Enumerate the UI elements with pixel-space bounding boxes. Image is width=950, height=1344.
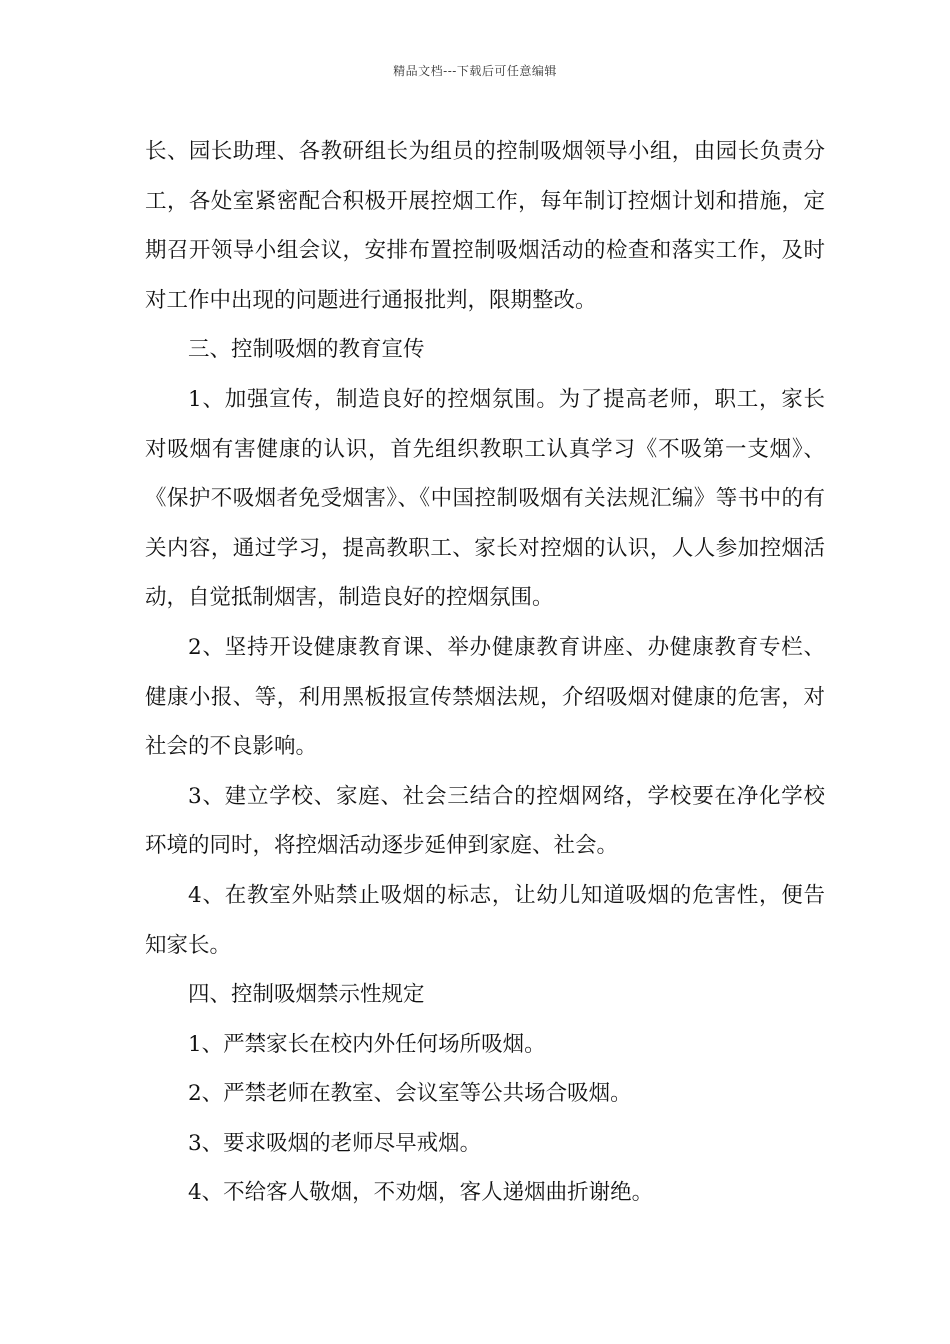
rule-item-4: 4、不给客人敬烟，不劝烟，客人递烟曲折谢绝。 [188, 1180, 654, 1206]
document-body [145, 127, 825, 1218]
rule-item-2: 2、严禁老师在教室、会议室等公共场合吸烟。 [188, 1081, 632, 1107]
rule-item-1: 1、严禁家长在校内外任何场所吸烟。 [188, 1031, 546, 1057]
paragraph-education-4: 4、在教室外贴禁止吸烟的标志，让幼儿知道吸烟的危害性，便告知家长。 [145, 882, 825, 958]
page-header: 精品文档---下载后可任意编辑 [393, 64, 557, 78]
paragraph-education-1: 1、加强宣传，制造良好的控烟氛围。为了提高老师，职工，家长对吸烟有害健康的认识，首先组织教职工认真学习《不吸第一支烟》、《保护不吸烟者免受烟害》、《中国控制吸烟有关法规汇编》等书中的有关内容，通过学习，提高教职工、家长对控烟的认识，人人参加控烟活动，自觉抵制烟害，制造良好的控烟氛围。 [145, 386, 825, 611]
section-heading-education: 三、控制吸烟的教育宣传 [188, 337, 425, 363]
section-heading-rules: 四、控制吸烟禁示性规定 [188, 982, 425, 1008]
rule-item-3: 3、要求吸烟的老师尽早戒烟。 [188, 1130, 482, 1156]
paragraph-continuation: 长、园长助理、各教研组长为组员的控制吸烟领导小组，由园长负责分工，各处室紧密配合积极开展控烟工作，每年制订控烟计划和措施，定期召开领导小组会议，安排布置控制吸烟活动的检查和落实工作，及时对工作中出现的问题进行通报批判，限期整改。 [145, 139, 825, 313]
paragraph-education-2: 2、坚持开设健康教育课、举办健康教育讲座、办健康教育专栏、健康小报、等，利用黑板报宣传禁烟法规，介绍吸烟对健康的危害，对社会的不良影响。 [145, 634, 825, 760]
paragraph-education-3: 3、建立学校、家庭、社会三结合的控烟网络，学校要在净化学校环境的同时，将控烟活动逐步延伸到家庭、社会。 [145, 783, 825, 859]
